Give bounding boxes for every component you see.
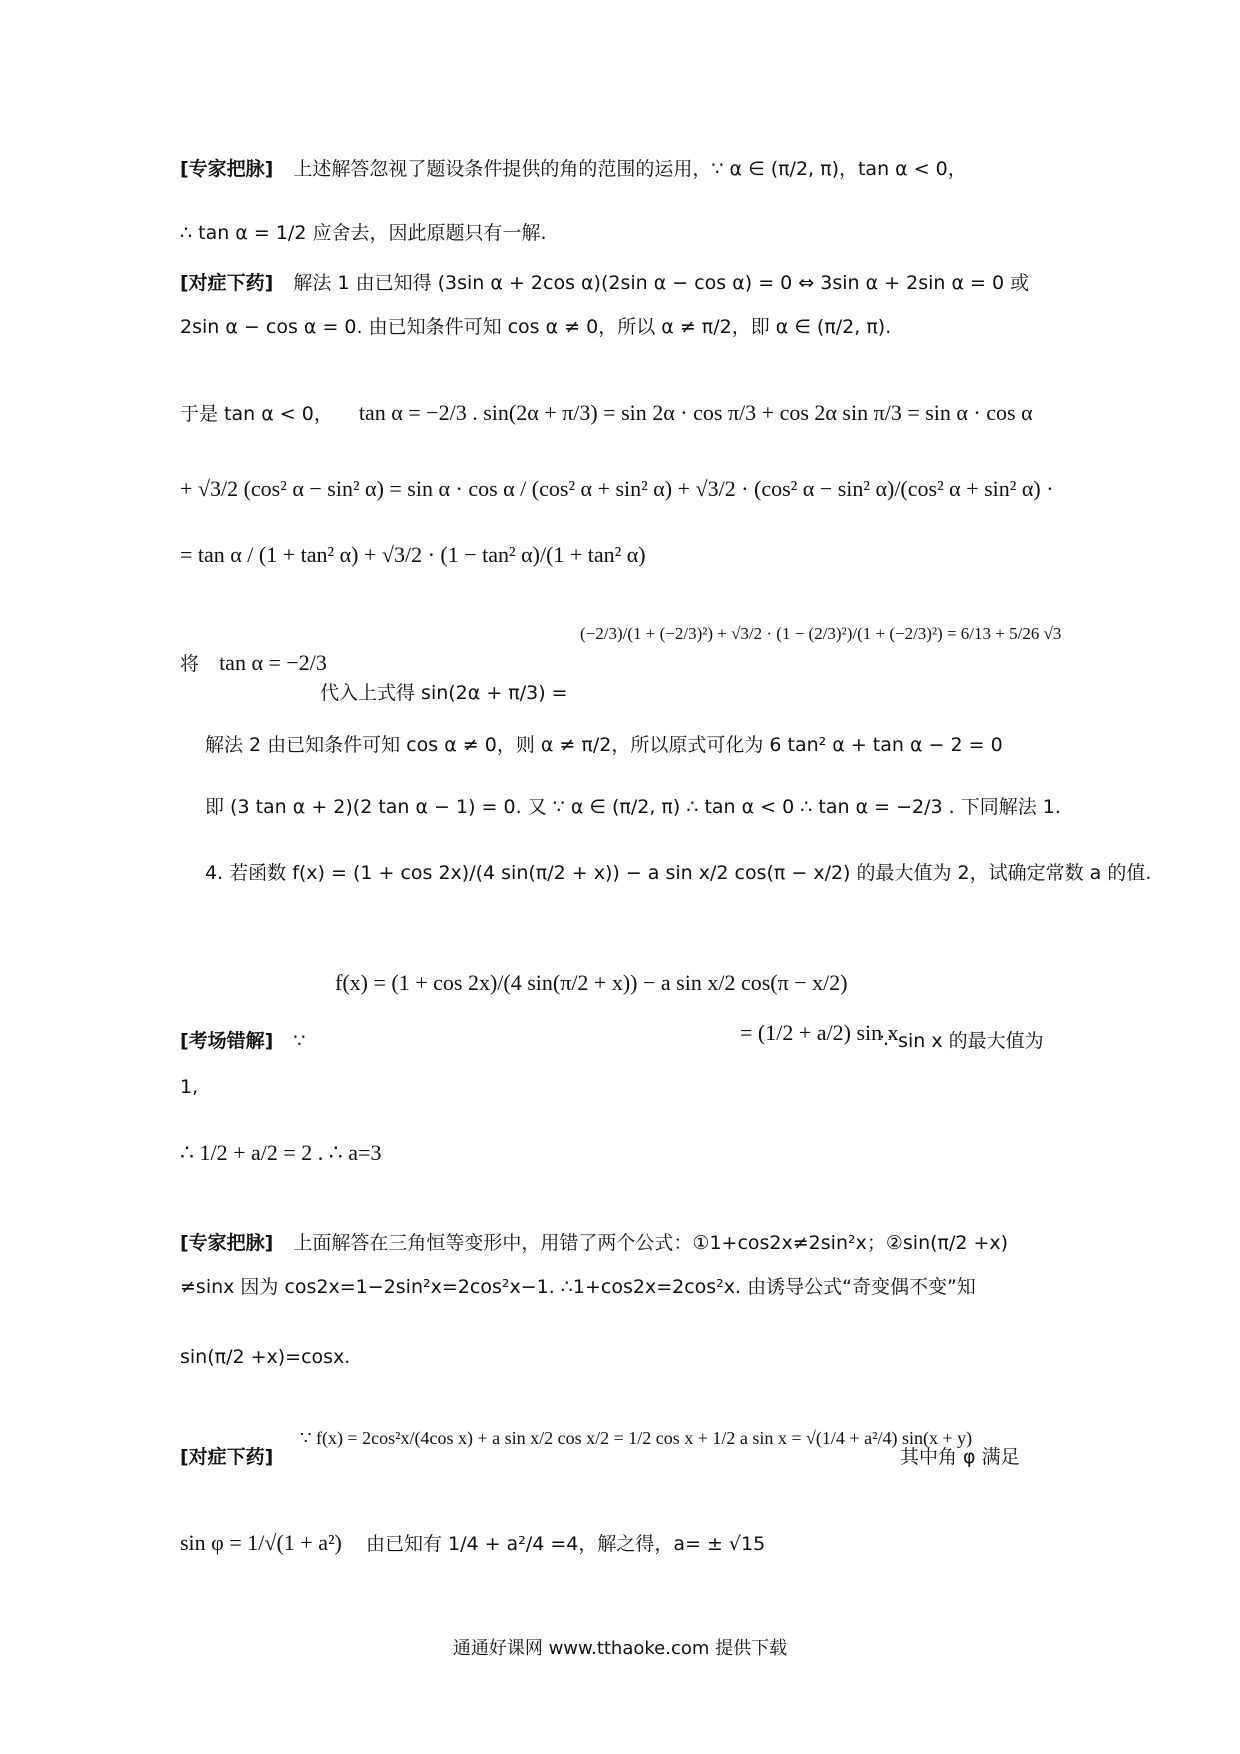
p3-line1 [180, 1030, 306, 1053]
p4-line1-text: 上面解答在三角恒等变形中，用错了两个公式：①1+cos2x≠2sin²x；②sin(π/2 +x) [293, 1232, 1009, 1254]
p4-tag: [专家把脉] [180, 1232, 274, 1254]
p5-line2 [180, 1530, 765, 1556]
p3-question-text: 4. 若函数 f(x) = (1 + cos 2x)/(4 sin(π/2 + x)) − a sin x/2 cos(π − x/2) 的最大值为 2，试确定常数 a 的值. [205, 862, 1152, 884]
p2-line6-mid: 代入上式得 sin(2α + π/3) = [320, 682, 568, 704]
p4-line3 [180, 1346, 350, 1369]
p5-formula-line [300, 1428, 972, 1450]
p3-tail-text: ∵ sin x 的最大值为 [880, 1030, 1044, 1052]
p2-line1-text: 解法 1 由已知得 (3sin α + 2cos α)(2sin α − cos α) = 0 ⇔ 3sin α + 2sin α = 0 或 [293, 272, 1030, 294]
p2-line5 [180, 542, 646, 568]
p2-line6-math2: (−2/3)/(1 + (−2/3)²) + √3/2 · (1 − (2/3)²)/(1 + (−2/3)²) = 6/13 + 5/26 √3 [580, 624, 1062, 643]
p3-line2 [180, 1076, 198, 1099]
p1-line2-text: ∴ tan α = 1/2 应舍去，因此原题只有一解. [180, 222, 547, 244]
p3-line2-text: 1, [180, 1076, 199, 1098]
p2-line8-text: 即 (3 tan α + 2)(2 tan α − 1) = 0. 又 ∵ α ∈ (π/2, π) ∴ tan α < 0 ∴ tan α = −2/3 . 下同解法 1. [205, 796, 1061, 818]
p4-line2 [180, 1276, 976, 1299]
p1-line1 [180, 158, 967, 181]
p3-line3 [180, 1140, 381, 1166]
p4-line2-text: ≠sinx 因为 cos2x=1−2sin²x=2cos²x−1. ∴1+cos2x=2cos²x. 由诱导公式“奇变偶不变”知 [180, 1276, 976, 1298]
p4-line1 [180, 1232, 1008, 1255]
p3-tag: [考场错解] [180, 1030, 274, 1052]
p5-tail-text: 其中角 φ 满足 [900, 1446, 1020, 1468]
p3-question [205, 862, 1151, 885]
p3-formula [335, 970, 848, 996]
p2-line7-text: 解法 2 由已知条件可知 cos α ≠ 0，则 α ≠ π/2，所以原式可化为 6 tan² α + tan α − 2 = 0 [205, 734, 1003, 756]
p2-line3 [180, 400, 1033, 426]
p4-line3-text: sin(π/2 +x)=cosx. [180, 1346, 351, 1368]
p3-eq [740, 1020, 899, 1046]
p2-line6-prefix: 将 [180, 653, 200, 675]
p2-line6b [320, 682, 568, 705]
p2-line3-prefix: 于是 tan α < 0， [180, 403, 333, 425]
p2-line6-math1: tan α = −2/3 [219, 650, 327, 675]
p2-tag: [对症下药] [180, 272, 274, 294]
p2-line2-text: 2sin α − cos α = 0. 由已知条件可知 cos α ≠ 0，所以 α ≠ π/2，即 α ∈ (π/2, π). [180, 316, 892, 338]
p3-line3-text: ∴ 1/2 + a/2 = 2 . ∴ a=3 [180, 1140, 382, 1165]
p5-line2-math: sin φ = 1/√(1 + a²) [180, 1530, 342, 1555]
p5-tag: [对症下药] [180, 1446, 274, 1468]
p5-line2-text: 由已知有 1/4 + a²/4 =4，解之得，a= ± √15 [365, 1533, 766, 1555]
p2-line8 [205, 796, 1061, 819]
p3-tail [880, 1030, 1044, 1053]
p2-line5-math: = tan α / (1 + tan² α) + √3/2 · (1 − tan² α)/(1 + tan² α) [180, 542, 646, 567]
p1-text: 上述解答忽视了题设条件提供的角的范围的运用，∵ α ∈ (π/2, π)，tan α < 0， [293, 158, 967, 180]
p2-line3-math: tan α = −2/3 . sin(2α + π/3) = sin 2α · cos π/3 + cos 2α sin π/3 = sin α · cos α [358, 400, 1033, 425]
p2-line4 [180, 476, 1054, 502]
p2-line2 [180, 316, 891, 339]
p2-line1 [180, 272, 1029, 295]
p5-formula: ∵ f(x) = 2cos²x/(4cos x) + a sin x/2 cos x/2 = 1/2 cos x + 1/2 a sin x = √(1/4 + a²/4) sin(x + y) [300, 1428, 973, 1448]
p2-line7 [205, 734, 1003, 757]
p3-formula-text: f(x) = (1 + cos 2x)/(4 sin(π/2 + x)) − a sin x/2 cos(π − x/2) [335, 970, 848, 995]
p5-tail [900, 1446, 1020, 1469]
p5-line1 [180, 1446, 287, 1469]
p3-because: ∵ [293, 1030, 306, 1052]
p1-tag: [专家把脉] [180, 158, 274, 180]
p2-line4-math: + √3/2 (cos² α − sin² α) = sin α · cos α / (cos² α + sin² α) + √3/2 · (cos² α − sin² α)/(cos² α + sin² α) · [180, 476, 1054, 501]
footer: 通通好课网 www.tthaoke.com 提供下载 [452, 1638, 788, 1659]
p2-line6c [580, 624, 1061, 644]
p3-eq-text: = (1/2 + a/2) sin x [740, 1020, 899, 1045]
p1-line2 [180, 222, 546, 245]
p2-line6 [180, 650, 327, 676]
